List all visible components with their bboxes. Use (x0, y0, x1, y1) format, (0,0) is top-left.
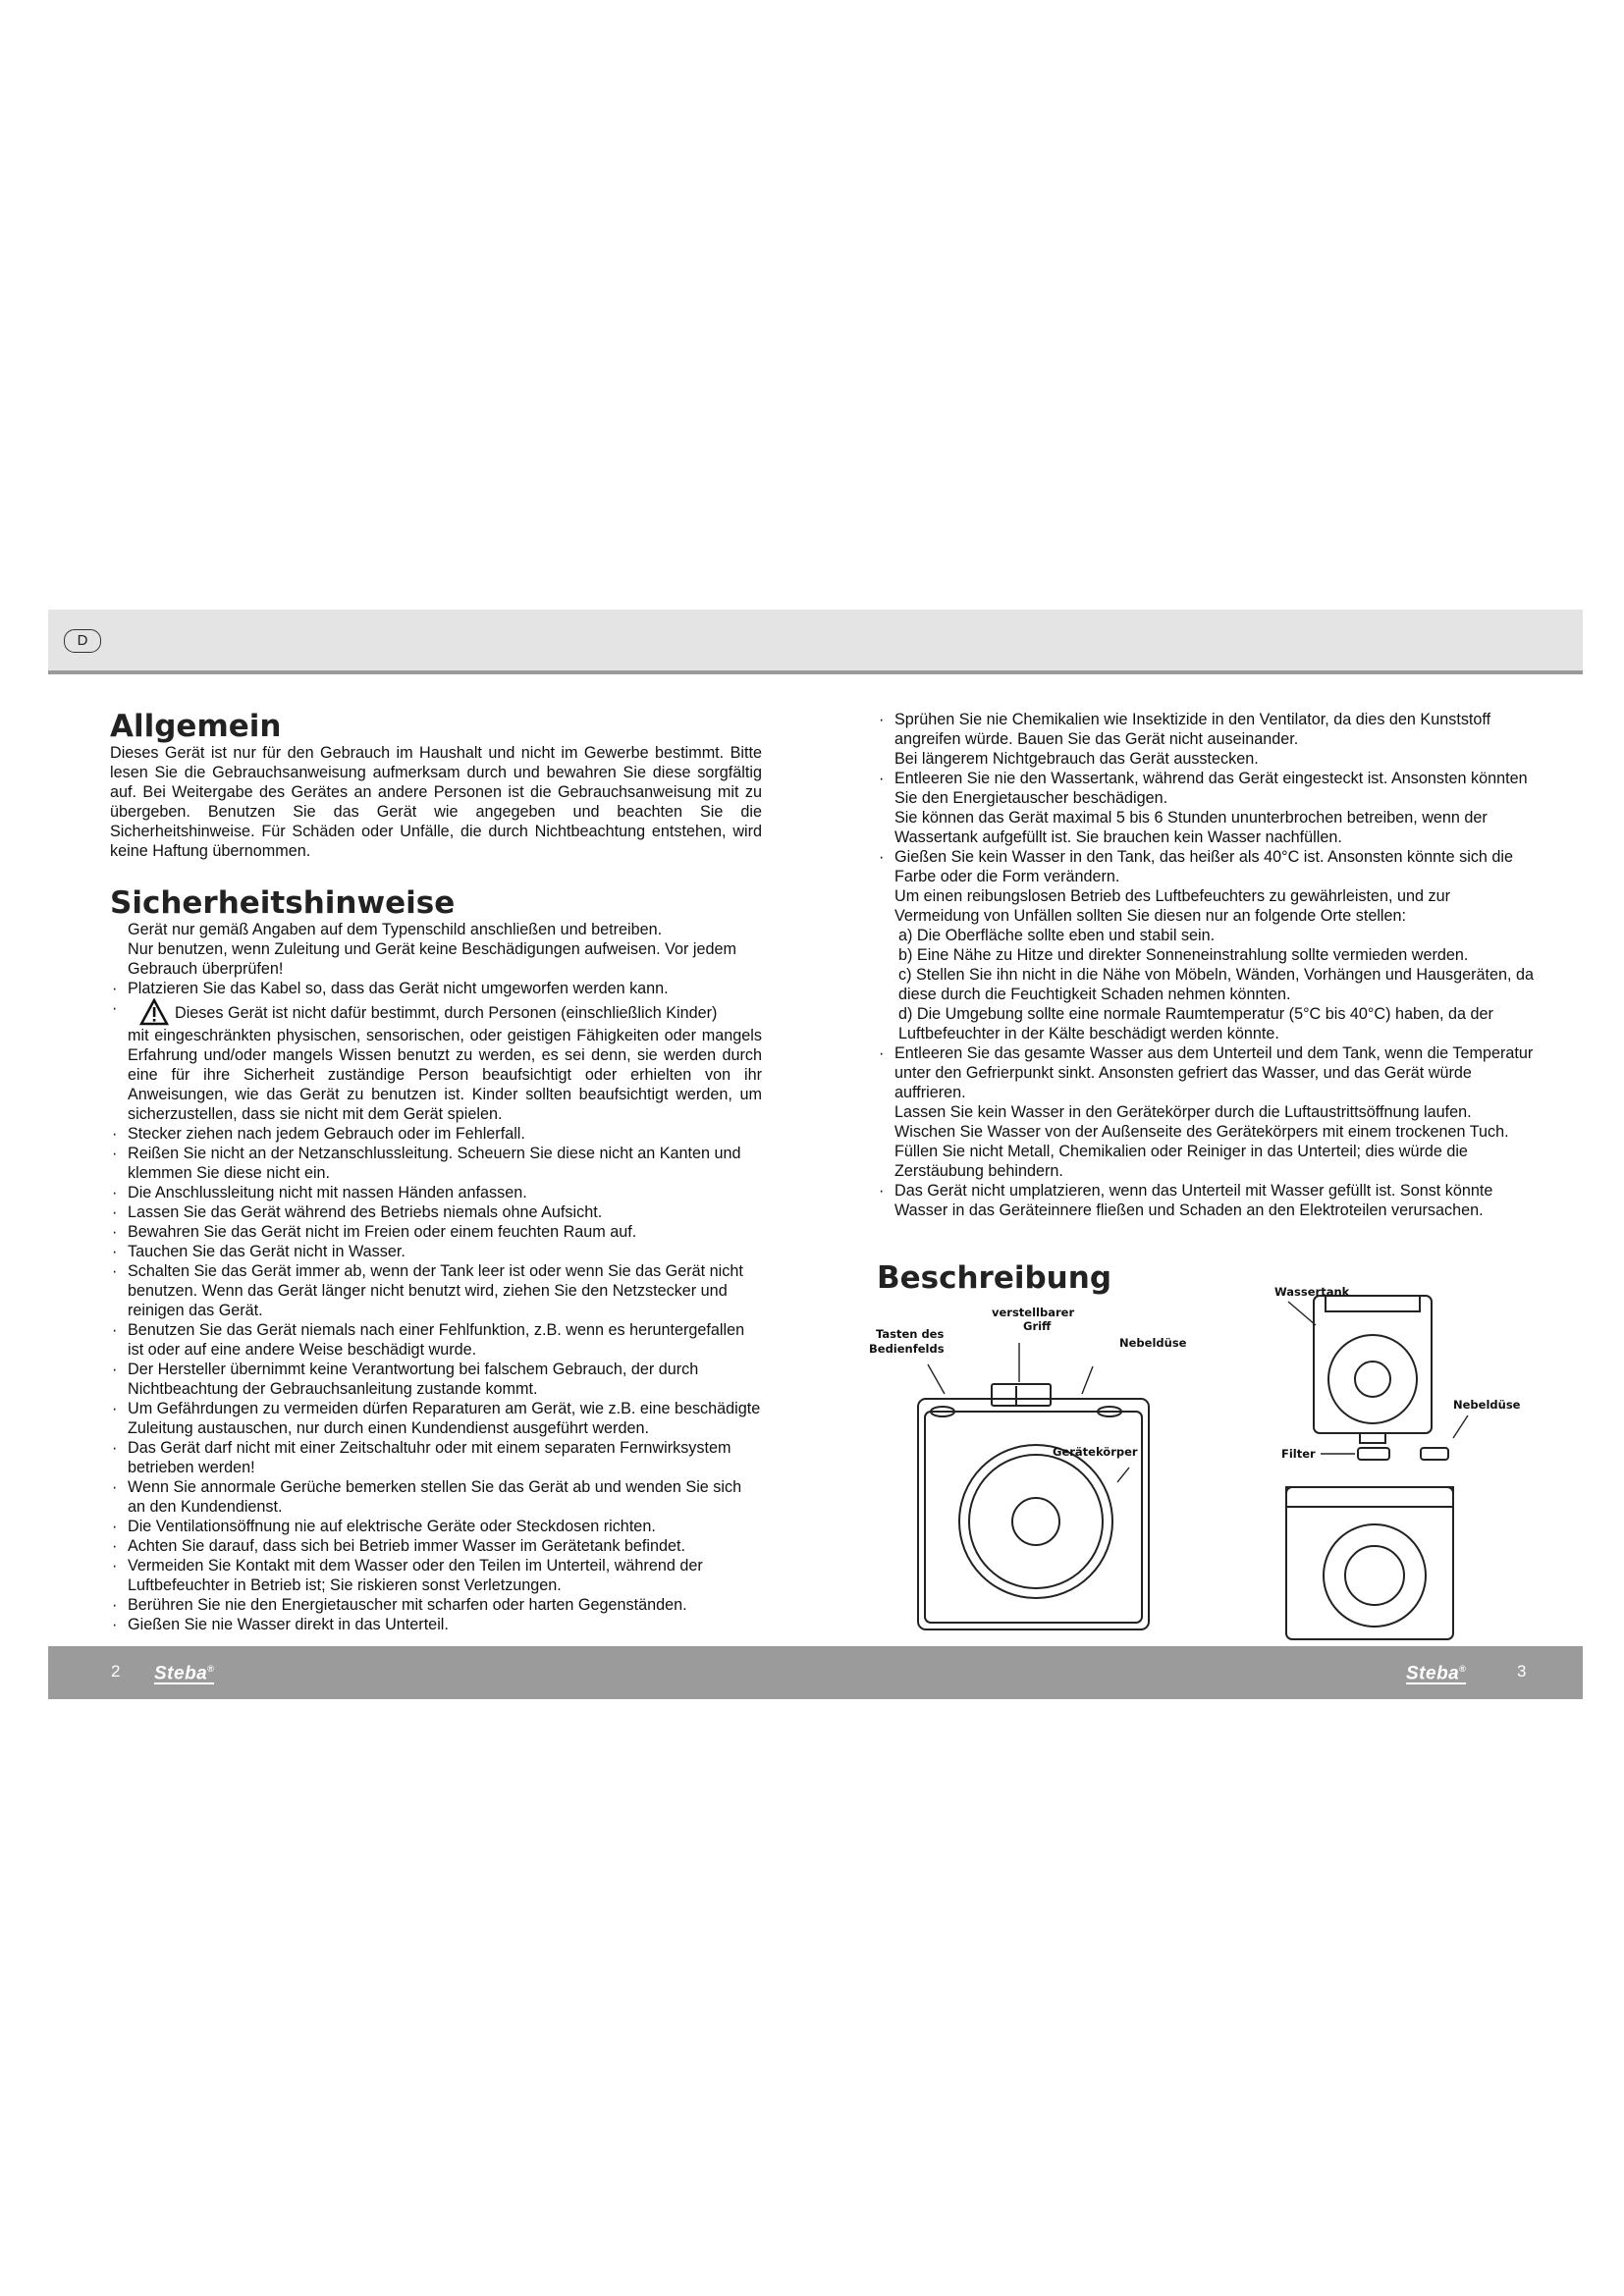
warning-block: · Dieses Gerät ist nicht dafür bestimmt, durch Personen (einschließlich Kinder) mit eingeschränkten physischen, sensorischen, oder geistigen Fähigkeiten oder mangels Erfahrung und/oder mangels Wissen benutzt zu werden, es sei denn, sie werden durch eine für ihre Sicherheit zuständige Person beaufsichtigt oder erhielten von ihr Anweisungen, wie das Gerät zu benutzen ist. Kinder sollten beaufsichtigt werden, um sicherzustellen, dass sie nicht mit dem Gerät spielen. (112, 999, 762, 1123)
list-item: · Gießen Sie nie Wasser direkt in das Unterteil. (110, 1615, 762, 1634)
list-item: · Reißen Sie nicht an der Netzanschlussleitung. Scheuern Sie diese nicht an Kanten und klemmen Sie diese nicht ein. (110, 1144, 762, 1183)
header-bar (48, 610, 1583, 674)
list-item: · Vermeiden Sie Kontakt mit dem Wasser oder den Teilen im Unterteil, während der Luftbefeuchter in Betrieb ist; Sie riskieren sonst Verletzungen. (110, 1556, 762, 1595)
humidifier-base (1286, 1487, 1453, 1639)
sublist-item: c) Stellen Sie ihn nicht in die Nähe von Möbeln, Wänden, Vorhängen und Hausgeräten, da diese durch die Feuchtigkeit Schaden nehmen könnten. (898, 966, 1535, 1003)
brand-mark: ® (207, 1664, 215, 1674)
list-item: · Wenn Sie annormale Gerüche bemerken stellen Sie das Gerät ab und wenden Sie sich an den Kundendienst. (110, 1477, 762, 1517)
list-item: Bei längerem Nichtgebrauch das Gerät ausstecken. (894, 750, 1259, 768)
label-tasten-2: Bedienfelds (869, 1342, 945, 1356)
language-badge: D (64, 629, 101, 653)
list-item: Wischen Sie Wasser von der Außenseite des Gerätekörpers mit einem trockenen Tuch. (894, 1123, 1509, 1141)
brand-text: Steba (1406, 1663, 1460, 1684)
sublist-item: d) Die Umgebung sollte eine normale Raumtemperatur (5°C bis 40°C) haben, da der Luftbefeuchter in der Kälte beschädigt werden könnte. (898, 1005, 1493, 1042)
label-geraetekoerper: Gerätekörper (1053, 1445, 1138, 1459)
brand-text: Steba (154, 1663, 208, 1684)
brand-logo-left (154, 1660, 214, 1684)
footer-bar (48, 1646, 1583, 1699)
list-item: · Berühren Sie nie den Energietauscher mit scharfen oder harten Gegenständen. (110, 1595, 762, 1615)
beschreibung-heading: Beschreibung (877, 1260, 1112, 1296)
list-item: · Die Anschlussleitung nicht mit nassen Händen anfassen. (110, 1183, 762, 1202)
safety-list-d (877, 1043, 1535, 1220)
list-item: · Stecker ziehen nach jedem Gebrauch oder im Fehlerfall. (110, 1124, 762, 1144)
list-item: · Platzieren Sie das Kabel so, dass das Gerät nicht umgeworfen werden kann. (110, 979, 762, 998)
list-item: · Die Ventilationsöffnung nie auf elektrische Geräte oder Steckdosen richten. (110, 1517, 762, 1536)
label-filter: Filter (1281, 1447, 1316, 1461)
label-griff-1: verstellbarer (992, 1306, 1075, 1319)
list-item: Lassen Sie kein Wasser in den Gerätekörper durch die Luftaustrittsöffnung laufen. (894, 1103, 1472, 1121)
page-number-left: 2 (111, 1662, 121, 1681)
safety-list-a (110, 920, 762, 998)
brand-mark: ® (1459, 1664, 1467, 1674)
sublist-item: a) Die Oberfläche sollte eben und stabil sein. (898, 927, 1216, 944)
water-tank (1314, 1296, 1432, 1443)
allgemein-heading: Allgemein (110, 709, 282, 744)
warning-icon (139, 998, 169, 1026)
safety-list-c (877, 710, 1535, 926)
warning-text: mit eingeschränkten physischen, sensorischen, oder geistigen Fähigkeiten oder mangels Erfahrung und/oder mangels Wissen benutzt zu werden, es sei denn, sie werden durch eine für ihre Sicherheit zuständige Person beaufsichtigt oder erhielten von ihr Anweisungen, wie das Gerät zu benutzen ist. Kinder sollten beaufsichtigt werden, um sicherzustellen, dass sie nicht mit dem Gerät spielen. (128, 1027, 762, 1123)
allgemein-text: Dieses Gerät ist nur für den Gebrauch im Haushalt und nicht im Gewerbe bestimmt. Bitte lesen Sie die Gebrauchsanweisung aufmerksam durch und bewahren Sie diese sorgfältig auf. Bei Weitergabe des Gerätes an andere Personen ist die Gebrauchsanweisung mit zu übergeben. Benutzen Sie das Gerät wie angegeben und beachten Sie die Sicherheitshinweise. Für Schäden oder Unfälle, die durch Nichtbeachtung entstehen, wird keine Haftung übernommen. (110, 744, 762, 860)
right-column (877, 710, 1535, 1220)
list-item: · Tauchen Sie das Gerät nicht in Wasser. (110, 1242, 762, 1261)
safety-list-b (110, 1124, 762, 1634)
list-item: · Der Hersteller übernimmt keine Verantwortung bei falschem Gebrauch, der durch Nichtbeachtung der Gebrauchsanleitung zustande kommt. (110, 1360, 762, 1399)
sicherheitshinweise-heading: Sicherheitshinweise (110, 885, 456, 921)
list-item: Gerät nur gemäß Angaben auf dem Typenschild anschließen und betreiben. (128, 921, 663, 938)
humidifier-front-view (918, 1384, 1149, 1629)
list-item: · Das Gerät darf nicht mit einer Zeitschaltuhr oder mit einem separaten Fernwirksystem betrieben werden! (110, 1438, 762, 1477)
list-item: Um einen reibungslosen Betrieb des Luftbefeuchters zu gewährleisten, und zur Vermeidung von Unfällen sollten Sie diesen nur an folgende Orte stellen: (894, 887, 1451, 925)
brand-logo-right (1406, 1660, 1466, 1684)
page-number-right: 3 (1517, 1662, 1527, 1681)
label-tasten-1: Tasten des (876, 1327, 945, 1341)
label-nebelduese: Nebeldüse (1119, 1336, 1187, 1350)
label-wassertank: Wassertank (1274, 1285, 1350, 1299)
list-item: Sie können das Gerät maximal 5 bis 6 Stunden ununterbrochen betreiben, wenn der Wassertank aufgefüllt ist. Sie brauchen kein Wasser nachfüllen. (894, 809, 1488, 846)
list-item: · Bewahren Sie das Gerät nicht im Freien oder einem feuchten Raum auf. (110, 1222, 762, 1242)
list-item: · Das Gerät nicht umplatzieren, wenn das Unterteil mit Wasser gefüllt ist. Sonst könnte Wasser in das Geräteinnere fließen und Schaden an den Elektroteilen verursachen. (877, 1181, 1535, 1220)
list-item: · Gießen Sie kein Wasser in den Tank, das heißer als 40°C ist. Ansonsten könnte sich die Farbe oder die Form verändern. (877, 847, 1535, 886)
list-item: · Entleeren Sie das gesamte Wasser aus dem Unterteil und dem Tank, wenn die Temperatur unter den Gefrierpunkt sinkt. Ansonsten gefriert das Wasser, und das Gerät würde auffrieren. (877, 1043, 1535, 1102)
list-item: · Um Gefährdungen zu vermeiden dürfen Reparaturen am Gerät, wie z.B. eine beschädigte Zuleitung austauschen, nur durch einen Kundendienst ausgeführt werden. (110, 1399, 762, 1438)
label-nebelduese-2: Nebeldüse (1453, 1398, 1521, 1412)
device-diagram (864, 1276, 1551, 1644)
warning-first-line: Dieses Gerät ist nicht dafür bestimmt, durch Personen (einschließlich Kinder) (175, 1004, 718, 1022)
label-griff-2: Griff (1023, 1319, 1052, 1333)
location-sublist (877, 926, 1535, 1043)
filter-part (1358, 1448, 1448, 1460)
list-item: · Achten Sie darauf, dass sich bei Betrieb immer Wasser im Gerätetank befindet. (110, 1536, 762, 1556)
left-column (110, 710, 762, 1634)
list-item: · Entleeren Sie nie den Wassertank, während das Gerät eingesteckt ist. Ansonsten könnten Sie den Energietauscher beschädigen. (877, 769, 1535, 808)
sublist-item: b) Eine Nähe zu Hitze und direkter Sonneneinstrahlung sollte vermieden werden. (898, 946, 1469, 964)
list-item: Nur benutzen, wenn Zuleitung und Gerät keine Beschädigungen aufweisen. Vor jedem Gebrauch überprüfen! (128, 940, 737, 978)
list-item: · Sprühen Sie nie Chemikalien wie Insektizide in den Ventilator, da dies den Kunststoff angreifen würde. Bauen Sie das Gerät nicht auseinander. (877, 710, 1535, 749)
list-item: · Schalten Sie das Gerät immer ab, wenn der Tank leer ist oder wenn Sie das Gerät nicht benutzen. Wenn das Gerät länger nicht benutzt wird, ziehen Sie den Netzstecker und reinigen das Gerät. (110, 1261, 762, 1320)
list-item: · Benutzen Sie das Gerät niemals nach einer Fehlfunktion, z.B. wenn es heruntergefallen ist oder auf eine andere Weise beschädigt wurde. (110, 1320, 762, 1360)
list-item: Füllen Sie nicht Metall, Chemikalien oder Reiniger in das Unterteil; dies würde die Zerstäubung behindern. (894, 1143, 1468, 1180)
list-item: · Lassen Sie das Gerät während des Betriebs niemals ohne Aufsicht. (110, 1202, 762, 1222)
